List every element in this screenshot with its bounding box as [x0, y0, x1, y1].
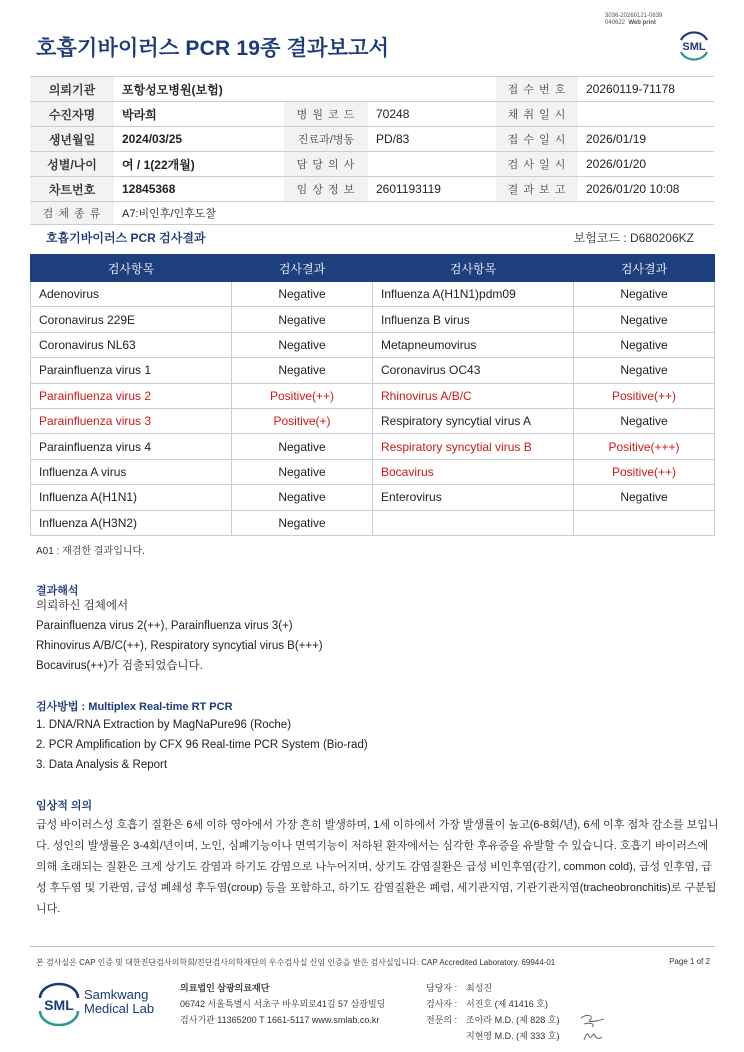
info-row: [30, 102, 714, 127]
info-row: [30, 202, 714, 225]
sex-age-label: 성별/나이: [30, 152, 114, 177]
staff-name: 지현영 M.D. (제 333 호): [466, 1031, 560, 1041]
staff-name: 최성진: [466, 983, 493, 993]
results-row: [31, 307, 715, 332]
test-result: Negative: [232, 434, 373, 459]
clinical-heading: 임상적 의의: [36, 800, 93, 812]
test-result: Negative: [232, 282, 373, 307]
receipt-no-label: 접 수 번 호: [496, 77, 578, 102]
method-line: 1. DNA/RNA Extraction by MagNaPure96 (Roche): [36, 719, 292, 731]
birth-label: 생년월일: [30, 127, 114, 152]
info-row: [30, 77, 714, 102]
specimen: A7:비인후/인후도찰: [114, 202, 714, 225]
received-label: 접 수 일 시: [496, 127, 578, 152]
dept: PD/83: [368, 127, 496, 152]
page-title: 호흡기바이러스 PCR 19종 결과보고서: [36, 37, 390, 60]
sml-footer-logo-icon: [36, 982, 82, 1026]
doctor: [368, 152, 496, 177]
test-item: Influenza A(H1N1)pdm09: [373, 282, 574, 307]
test-item: Rhinovirus A/B/C: [373, 383, 574, 408]
test-result: Positive(+): [232, 408, 373, 433]
org-name: 의료법인 삼광의료재단: [180, 983, 270, 993]
test-result: Positive(+++): [574, 434, 715, 459]
header-test-result: 검사결과: [574, 255, 715, 282]
signature: [578, 1010, 608, 1044]
test-result: Negative: [232, 307, 373, 332]
staff-list: [426, 980, 559, 1044]
doc-code-line2: 040622: [605, 20, 626, 26]
test-item: [373, 510, 574, 535]
test-result: Negative: [574, 408, 715, 433]
results-table: [30, 254, 715, 536]
insurance-code: 보험코드 : D680206KZ: [573, 231, 694, 245]
sml-logo-text: SML: [682, 41, 706, 53]
specimen-label: 검 체 종 류: [30, 202, 114, 225]
staff-name: 조아라 M.D. (제 828 호): [466, 1015, 560, 1025]
samkwang-logo: [36, 982, 166, 1026]
doctor-label: 담 당 의 사: [284, 152, 368, 177]
interpretation-line: Rhinovirus A/B/C(++), Respiratory syncytial virus B(+++): [36, 640, 323, 652]
report-label: 결 과 보 고: [496, 177, 578, 202]
test-result: Positive(++): [232, 383, 373, 408]
results-row: [31, 459, 715, 484]
test-item: Respiratory syncytial virus A: [373, 408, 574, 433]
hospital-code: 70248: [368, 102, 496, 127]
test-item: Influenza A(H3N2): [31, 510, 232, 535]
test-result: Negative: [232, 358, 373, 383]
interpretation-text: [36, 596, 323, 676]
sml-logo: [676, 26, 712, 64]
test-result: Positive(++): [574, 383, 715, 408]
footer-divider: [30, 946, 715, 947]
results-section-title: 호흡기바이러스 PCR 검사결과: [46, 231, 206, 245]
staff-row: [426, 1028, 559, 1044]
test-date: 2026/01/20: [578, 152, 714, 177]
test-result: Negative: [232, 510, 373, 535]
receipt-no: 20260119-71178: [578, 77, 714, 102]
org-contact: 검사기관 11365200 T 1661-5117 www.smlab.co.kr: [180, 1015, 380, 1025]
test-result: Negative: [574, 358, 715, 383]
collection-date-label: 채 취 일 시: [496, 102, 578, 127]
requesting-institution-label: 의뢰기관: [30, 77, 114, 102]
clinical-text: 급성 바이러스성 호흡기 질환은 6세 이하 영아에서 가장 흔히 발생하며, 1세 이하에서 가장 발생률이 높고(6-8회/년), 6세 이후 점차 감소를 보입니다. 성인의 발생률은 3-4회/년이며, 노인, 심폐기능이나 면역기능이 저하된 환자에서는 심각한 후유증을 유발할 수 있습니다. 호흡기 바이러스에 의해 초래되는 질환은 크게 상기도 감염과 하기도 감염으로 나누어지며, 상기도 감염질환은 급성 비인후염(감기, common cold), 급성 인후염, 급성 후두염 및 기관염, 급성 폐쇄성 후두염(croup) 등을 포함하고, 하기도 감염질환은 폐렴, 세기관지염, 기관기관지염(tracheobronchitis)로 구분됩니다.: [36, 819, 719, 915]
test-item: Influenza A(H1N1): [31, 485, 232, 510]
interpretation-line: 의뢰하신 검체에서: [36, 600, 129, 612]
header-test-item: 검사항목: [373, 255, 574, 282]
interpretation-line: Bocavirus(++)가 검출되었습니다.: [36, 660, 203, 672]
sml-logo-icon: [676, 26, 712, 64]
test-result: Negative: [232, 485, 373, 510]
header-test-result: 검사결과: [232, 255, 373, 282]
test-result: Negative: [574, 307, 715, 332]
results-row: [31, 485, 715, 510]
results-row: [31, 408, 715, 433]
collection-date: [578, 102, 714, 127]
test-result: Positive(++): [574, 459, 715, 484]
web-print-label: Web print: [628, 20, 656, 26]
test-result: Negative: [232, 459, 373, 484]
test-item: Respiratory syncytial virus B: [373, 434, 574, 459]
results-row: [31, 358, 715, 383]
sml-footer-logo-text: SML: [44, 997, 74, 1013]
staff-role: 검사자 :: [426, 999, 458, 1009]
results-row: [31, 434, 715, 459]
organization-info: [180, 980, 385, 1028]
header-test-item: 검사항목: [31, 255, 232, 282]
doc-code-line1: 3036-20260121-0839: [605, 13, 663, 19]
test-item: Parainfluenza virus 4: [31, 434, 232, 459]
test-item: Influenza B virus: [373, 307, 574, 332]
page-number: Page 1 of 2: [669, 957, 710, 966]
received: 2026/01/19: [578, 127, 714, 152]
test-item: Enterovirus: [373, 485, 574, 510]
info-row: [30, 177, 714, 202]
method-heading: 검사방법 : Multiplex Real-time RT PCR: [36, 701, 233, 713]
test-item: Influenza A virus: [31, 459, 232, 484]
test-result: Negative: [574, 282, 715, 307]
results-row: [31, 383, 715, 408]
requesting-institution: 포항성모병원(보험): [114, 77, 496, 102]
staff-name: 서진호 (제 41416 호): [466, 999, 548, 1009]
clinical-info: 2601193119: [368, 177, 496, 202]
staff-role: 담당자 :: [426, 983, 458, 993]
method-text: [36, 715, 368, 775]
test-item: Parainfluenza virus 1: [31, 358, 232, 383]
staff-row: [426, 996, 559, 1012]
brand-line2: Medical Lab: [84, 1001, 155, 1016]
test-item: Coronavirus NL63: [31, 332, 232, 357]
method-line: 3. Data Analysis & Report: [36, 759, 168, 771]
test-item: Adenovirus: [31, 282, 232, 307]
interpretation-heading: 결과해석: [36, 585, 79, 597]
brand-line1: Samkwang: [84, 987, 149, 1002]
report: 2026/01/20 10:08: [578, 177, 714, 202]
interpretation-line: Parainfluenza virus 2(++), Parainfluenza virus 3(+): [36, 620, 293, 632]
staff-role: 전문의 :: [426, 1015, 458, 1025]
test-item: Bocavirus: [373, 459, 574, 484]
retest-note: A01 : 재검한 결과입니다.: [36, 546, 145, 557]
doc-code: [605, 13, 662, 27]
info-row: [30, 127, 714, 152]
test-item: Metapneumovirus: [373, 332, 574, 357]
patient-info-table: [30, 76, 714, 225]
patient-name: 박라희: [114, 102, 284, 127]
test-item: Parainfluenza virus 3: [31, 408, 232, 433]
staff-row: [426, 1012, 559, 1028]
results-row: [31, 510, 715, 535]
info-row: [30, 152, 714, 177]
chart-no: 12845368: [114, 177, 284, 202]
test-result: Negative: [574, 485, 715, 510]
test-result: Negative: [232, 332, 373, 357]
clinical-info-label: 임 상 정 보: [284, 177, 368, 202]
certification-note: 본 검사실은 CAP 인증 및 대한진단검사의학회/진단검사의학재단의 우수검사실 신임 인증을 받은 검사실입니다. CAP Accredited Laboratory. 69944-01: [36, 958, 556, 967]
method-line: 2. PCR Amplification by CFX 96 Real-time PCR System (Bio-rad): [36, 739, 368, 751]
results-header-row: [31, 255, 715, 282]
birth: 2024/03/25: [114, 127, 284, 152]
test-item: Coronavirus OC43: [373, 358, 574, 383]
results-row: [31, 282, 715, 307]
test-item: Coronavirus 229E: [31, 307, 232, 332]
test-result: [574, 510, 715, 535]
patient-name-label: 수진자명: [30, 102, 114, 127]
staff-row: [426, 980, 559, 996]
org-address: 06742 서울특별시 서초구 바우뫼로41길 57 삼광빌딩: [180, 999, 386, 1009]
results-row: [31, 332, 715, 357]
test-result: Negative: [574, 332, 715, 357]
hospital-code-label: 병 원 코 드: [284, 102, 368, 127]
dept-label: 진료과/병동: [284, 127, 368, 152]
test-date-label: 검 사 일 시: [496, 152, 578, 177]
sex-age: 여 / 1(22개월): [114, 152, 284, 177]
chart-no-label: 차트번호: [30, 177, 114, 202]
test-item: Parainfluenza virus 2: [31, 383, 232, 408]
